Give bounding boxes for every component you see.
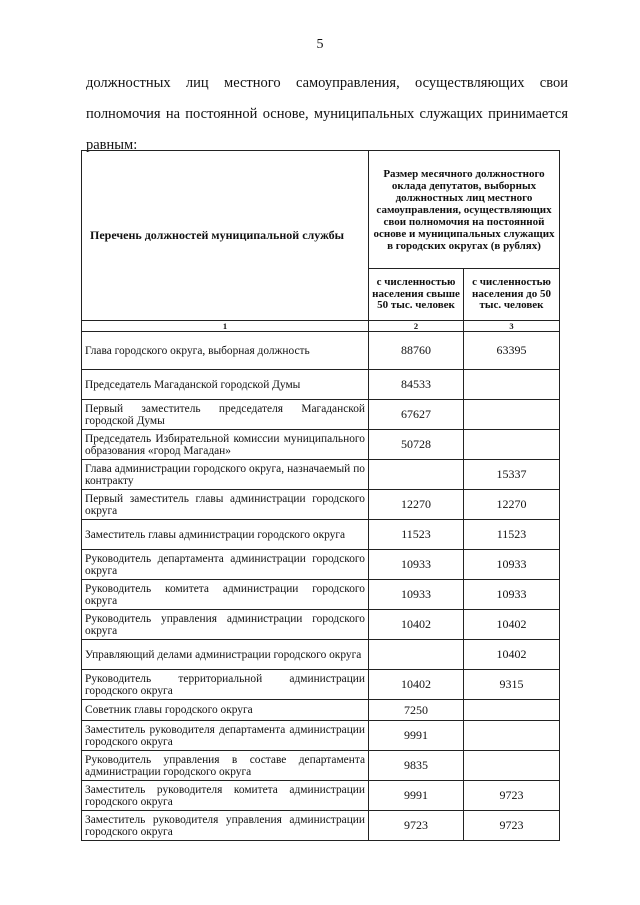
salary-over-50k: 10933 bbox=[369, 580, 464, 610]
position-name: Руководитель управления в составе департамента администрации городского округа bbox=[82, 751, 369, 781]
position-name: Заместитель главы администрации городского округа bbox=[82, 520, 369, 550]
position-name: Глава городского округа, выборная должность bbox=[82, 332, 369, 370]
salary-over-50k: 9835 bbox=[369, 751, 464, 781]
header-over-50k: с численностью населения свыше 50 тыс. человек bbox=[369, 269, 464, 321]
position-name: Управляющий делами администрации городского округа bbox=[82, 640, 369, 670]
salary-under-50k: 9315 bbox=[464, 670, 560, 700]
salary-over-50k: 84533 bbox=[369, 370, 464, 400]
salary-under-50k bbox=[464, 700, 560, 721]
header-positions: Перечень должностей муниципальной службы bbox=[82, 151, 369, 321]
position-name: Председатель Избирательной комиссии муниципального образования «город Магадан» bbox=[82, 430, 369, 460]
salary-over-50k: 10933 bbox=[369, 550, 464, 580]
table-row bbox=[82, 670, 560, 700]
salary-over-50k: 10402 bbox=[369, 670, 464, 700]
table-row bbox=[82, 332, 560, 370]
salary-under-50k bbox=[464, 400, 560, 430]
intro-paragraph bbox=[86, 68, 568, 161]
position-name: Руководитель департамента администрации городского округа bbox=[82, 550, 369, 580]
position-name: Советник главы городского округа bbox=[82, 700, 369, 721]
position-name: Руководитель территориальной администрации городского округа bbox=[82, 670, 369, 700]
salary-over-50k: 7250 bbox=[369, 700, 464, 721]
header-salary-group: Размер месячного должностного оклада депутатов, выборных должностных лиц местного самоуправления, осуществляющих свои полномочия на постоянной основе и муниципальных служащих в городских округах (в рублях) bbox=[369, 151, 560, 269]
position-name: Заместитель руководителя управления администрации городского округа bbox=[82, 811, 369, 841]
table-row bbox=[82, 430, 560, 460]
salary-table bbox=[81, 150, 560, 841]
table-row bbox=[82, 520, 560, 550]
column-number: 3 bbox=[464, 321, 560, 332]
table-row bbox=[82, 700, 560, 721]
column-number: 2 bbox=[369, 321, 464, 332]
page-number: 5 bbox=[316, 37, 324, 52]
salary-over-50k: 50728 bbox=[369, 430, 464, 460]
salary-over-50k: 9723 bbox=[369, 811, 464, 841]
table-row bbox=[82, 490, 560, 520]
salary-over-50k: 11523 bbox=[369, 520, 464, 550]
table-row bbox=[82, 811, 560, 841]
salary-under-50k bbox=[464, 721, 560, 751]
header-under-50k: с численностью населения до 50 тыс. человек bbox=[464, 269, 560, 321]
salary-under-50k: 10933 bbox=[464, 580, 560, 610]
salary-under-50k: 10933 bbox=[464, 550, 560, 580]
table-row bbox=[82, 580, 560, 610]
table-row bbox=[82, 400, 560, 430]
table-row bbox=[82, 721, 560, 751]
salary-over-50k: 67627 bbox=[369, 400, 464, 430]
table-row bbox=[82, 781, 560, 811]
salary-under-50k: 10402 bbox=[464, 640, 560, 670]
table-row bbox=[82, 640, 560, 670]
position-name: Глава администрации городского округа, назначаемый по контракту bbox=[82, 460, 369, 490]
column-number: 1 bbox=[82, 321, 369, 332]
salary-over-50k: 12270 bbox=[369, 490, 464, 520]
salary-under-50k: 9723 bbox=[464, 811, 560, 841]
position-name: Председатель Магаданской городской Думы bbox=[82, 370, 369, 400]
position-name: Руководитель комитета администрации городского округа bbox=[82, 580, 369, 610]
salary-under-50k bbox=[464, 430, 560, 460]
position-name: Руководитель управления администрации городского округа bbox=[82, 610, 369, 640]
table-row bbox=[82, 610, 560, 640]
table-row bbox=[82, 550, 560, 580]
salary-over-50k: 9991 bbox=[369, 721, 464, 751]
position-name: Заместитель руководителя комитета администрации городского округа bbox=[82, 781, 369, 811]
salary-under-50k: 12270 bbox=[464, 490, 560, 520]
salary-under-50k: 9723 bbox=[464, 781, 560, 811]
salary-over-50k: 9991 bbox=[369, 781, 464, 811]
salary-under-50k bbox=[464, 370, 560, 400]
table-row bbox=[82, 460, 560, 490]
position-name: Первый заместитель главы администрации городского округа bbox=[82, 490, 369, 520]
table-row bbox=[82, 751, 560, 781]
salary-under-50k: 15337 bbox=[464, 460, 560, 490]
salary-over-50k: 88760 bbox=[369, 332, 464, 370]
intro-text: должностных лиц местного самоуправления, осуществляющих свои полномочия на постоянной основе, муниципальных служащих принимается равным: bbox=[86, 75, 568, 153]
position-name: Заместитель руководителя департамента администрации городского округа bbox=[82, 721, 369, 751]
salary-under-50k bbox=[464, 751, 560, 781]
salary-over-50k: 10402 bbox=[369, 610, 464, 640]
salary-over-50k bbox=[369, 640, 464, 670]
position-name: Первый заместитель председателя Магаданской городской Думы bbox=[82, 400, 369, 430]
table-row bbox=[82, 370, 560, 400]
salary-over-50k bbox=[369, 460, 464, 490]
salary-under-50k: 11523 bbox=[464, 520, 560, 550]
salary-under-50k: 63395 bbox=[464, 332, 560, 370]
salary-under-50k: 10402 bbox=[464, 610, 560, 640]
